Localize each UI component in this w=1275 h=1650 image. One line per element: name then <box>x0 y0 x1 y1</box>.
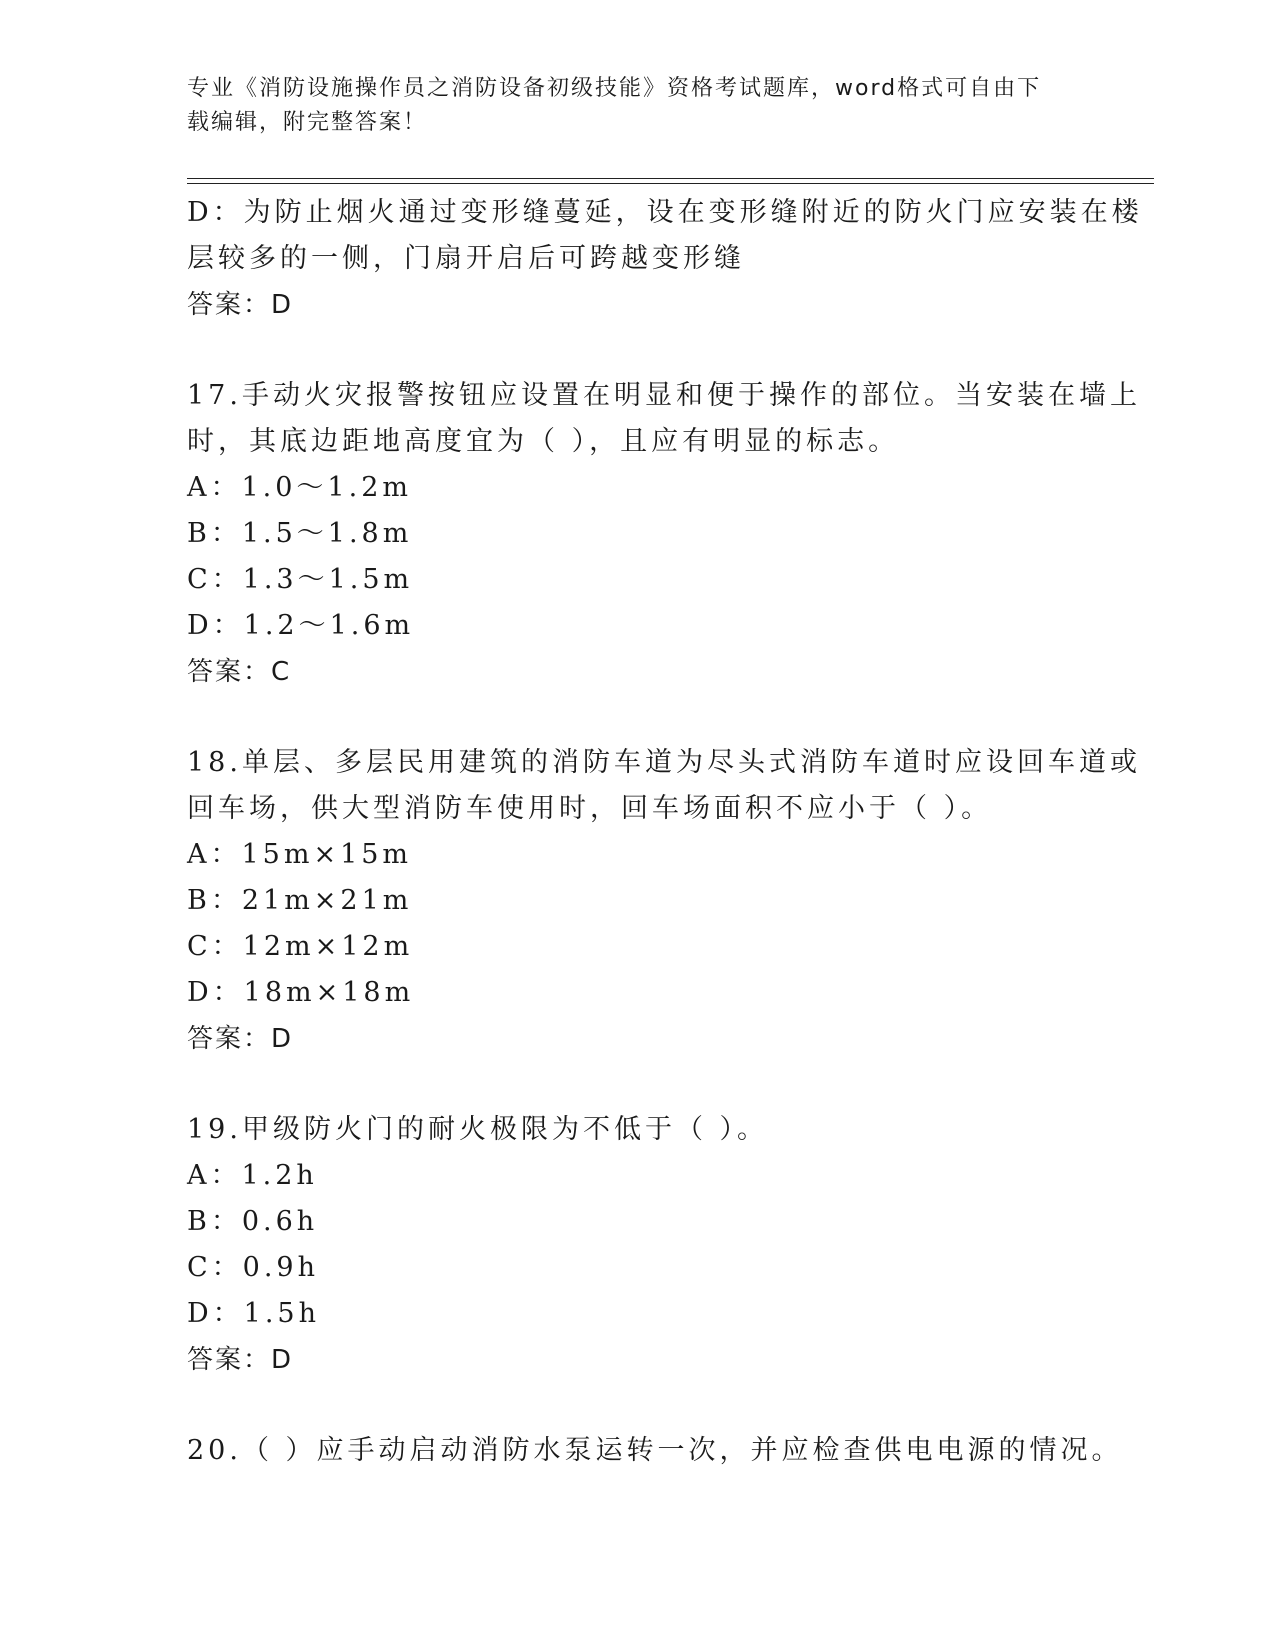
question-17 <box>187 373 1141 695</box>
header-line-2: 载编辑，附完整答案！ <box>187 110 428 135</box>
option-a: A：1.0～1.2m <box>187 472 412 503</box>
spacer <box>187 1383 1077 1428</box>
question-17-line-2: 时，其底边距地高度宜为（ ），且应有明显的标志。 <box>187 426 900 457</box>
option-b: B：1.5～1.8m <box>187 518 413 549</box>
spacer <box>187 695 1077 740</box>
option-c: C：12m×12m <box>187 931 414 962</box>
answer-text: 答案：D <box>187 1024 294 1054</box>
question-18 <box>187 740 1141 1062</box>
document-header <box>187 72 1087 140</box>
option-a: A：1.2h <box>187 1160 318 1191</box>
question-18-line-1: 18.单层、多层民用建筑的消防车道为尽头式消防车道时应设回车道或 <box>187 747 1141 778</box>
question-19 <box>187 1107 1077 1383</box>
question-content <box>187 190 1143 1474</box>
question-20 <box>187 1428 1123 1474</box>
answer-text: 答案：C <box>187 657 292 687</box>
answer-text: 答案：D <box>187 1345 294 1375</box>
header-rule-bottom <box>187 183 1154 184</box>
header-line-1: 专业《消防设施操作员之消防设备初级技能》资格考试题库，word格式可自由下 <box>187 76 1042 101</box>
option-a: A：15m×15m <box>187 839 413 870</box>
header-rule-top <box>187 178 1154 179</box>
previous-question-tail <box>187 190 1143 328</box>
question-19-line-1: 19.甲级防火门的耐火极限为不低于（ ）。 <box>187 1114 769 1145</box>
option-b: B：0.6h <box>187 1206 319 1237</box>
spacer <box>187 1062 1077 1107</box>
question-17-line-1: 17.手动火灾报警按钮应设置在明显和便于操作的部位。当安装在墙上 <box>187 380 1141 411</box>
option-c: C：1.3～1.5m <box>187 564 414 595</box>
option-d: D：18m×18m <box>187 977 415 1008</box>
question-20-line-1: 20.（ ）应手动启动消防水泵运转一次，并应检查供电电源的情况。 <box>187 1435 1123 1466</box>
option-c: C：0.9h <box>187 1252 319 1283</box>
option-d-line-2: 层较多的一侧，门扇开启后可跨越变形缝 <box>187 243 745 274</box>
option-d: D：1.5h <box>187 1298 320 1329</box>
option-d: D：1.2～1.6m <box>187 610 415 641</box>
question-18-line-2: 回车场，供大型消防车使用时，回车场面积不应小于（ ）。 <box>187 793 993 824</box>
option-b: B：21m×21m <box>187 885 413 916</box>
answer-text: 答案：D <box>187 290 294 320</box>
spacer <box>187 328 1077 373</box>
option-d-line-1: D：为防止烟火通过变形缝蔓延，设在变形缝附近的防火门应安装在楼 <box>187 197 1143 228</box>
